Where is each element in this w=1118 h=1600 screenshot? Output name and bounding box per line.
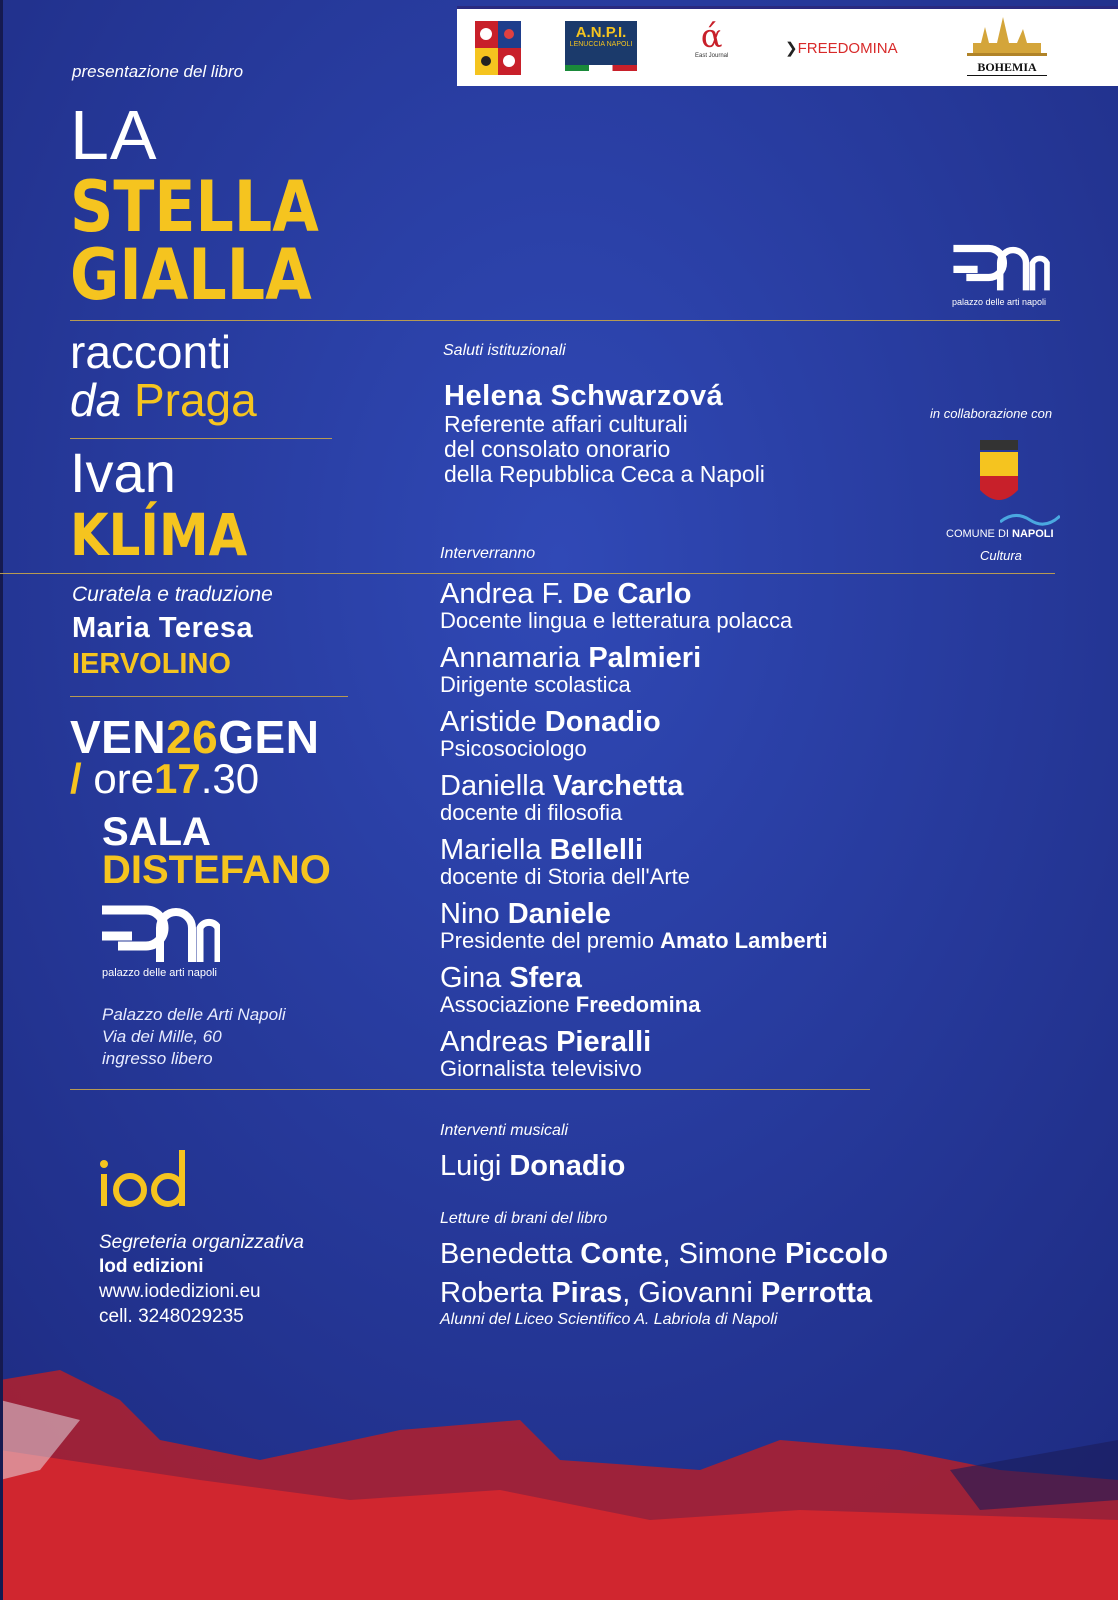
speaker-entry: Andreas Pieralli Giornalista televisivo [440,1026,652,1081]
musician-name: Luigi Donadio [440,1150,626,1182]
organizer-website[interactable]: www.iodedizioni.eu [99,1281,261,1302]
curator-name: Maria Teresa [72,612,254,644]
divider [70,696,348,697]
anpi-logo: A.N.P.I. LENUCCIA NAPOLI [565,21,637,71]
music-section-label: Interventi musicali [440,1122,569,1139]
subtitle-racconti: racconti [70,326,232,378]
venue-distefano: DISTEFANO [102,848,331,892]
speaker-entry: Aristide Donadio Psicosociologo [440,706,661,761]
czech-coat-of-arms-logo [475,21,521,80]
divider [70,438,332,439]
iod-logo [98,1142,194,1217]
institutional-role: della Repubblica Ceca a Napoli [444,461,765,487]
napoli-coat-of-arms-icon [978,440,1020,513]
speaker-entry: Andrea F. De Carlo Docente lingua e letteratura polacca [440,578,793,633]
curator-surname: IERVOLINO [72,648,231,680]
book-presentation-kicker: presentazione del libro [72,62,244,81]
event-date: VEN26GEN [70,711,320,763]
institutional-speaker-name: Helena Schwarzová [444,380,724,412]
speakers-section-label: Interverranno [440,545,536,562]
curator-label: Curatela e traduzione [72,583,273,606]
address-line: Palazzo delle Arti Napoli [102,1005,286,1024]
address-line: ingresso libero [102,1049,213,1068]
author-last-name: KLÍMA [70,501,248,569]
readings-section-label: Letture di brani del libro [440,1210,608,1227]
title-line-la: LA [70,96,158,174]
author-first-name: Ivan [70,441,176,504]
speaker-entry: Annamaria Palmieri Dirigente scolastica [440,642,702,697]
readers-line: Benedetta Conte, Simone Piccolo [440,1238,889,1270]
pan-logo: palazzo delle arti napoli [102,902,220,979]
institutional-role: Referente affari culturali [444,411,688,437]
event-time: / ore17.30 [70,755,260,802]
speaker-entry: Daniella Varchetta docente di filosofia [440,770,684,825]
speaker-entry: Gina Sfera Associazione Freedomina [440,962,701,1017]
bohemia-logo: BOHEMIA [967,13,1047,76]
title-line-gialla: GIALLA [70,234,312,316]
speaker-entry: Mariella Bellelli docente di Storia dell'Arte [440,834,691,889]
organizer-label: Segreteria organizzativa [99,1232,304,1253]
readers-line: Roberta Piras, Giovanni Perrotta [440,1277,873,1309]
institutional-section-label: Saluti istituzionali [443,342,566,359]
title-line-stella: STELLA [70,166,319,248]
east-journal-logo: ά East Journal [695,17,729,59]
organizer-name: Iod edizioni [99,1256,204,1277]
address-line: Via dei Mille, 60 [102,1027,222,1046]
institutional-role: del consolato onorario [444,436,671,462]
divider [70,320,1060,321]
subtitle-da-praga: da Praga [70,374,257,426]
organizer-phone: cell. 3248029235 [99,1306,244,1327]
collaboration-label: in collaborazione con [930,406,1053,421]
pan-logo-top: palazzo delle arti napoli [952,242,1050,307]
divider [70,1089,870,1090]
comune-label: COMUNE DI NAPOLI [946,528,1054,540]
speaker-entry: Nino Daniele Presidente del premio Amato Lamberti [440,898,828,953]
readers-note: Alunni del Liceo Scientifico A. Labriola di Napoli [440,1311,778,1328]
cultura-label: Cultura [980,548,1022,563]
divider [0,573,1055,574]
freedomina-logo: ❯FREEDOMINA [785,40,898,57]
partner-logos-bar [457,6,1118,86]
venue-sala: SALA [102,810,211,854]
